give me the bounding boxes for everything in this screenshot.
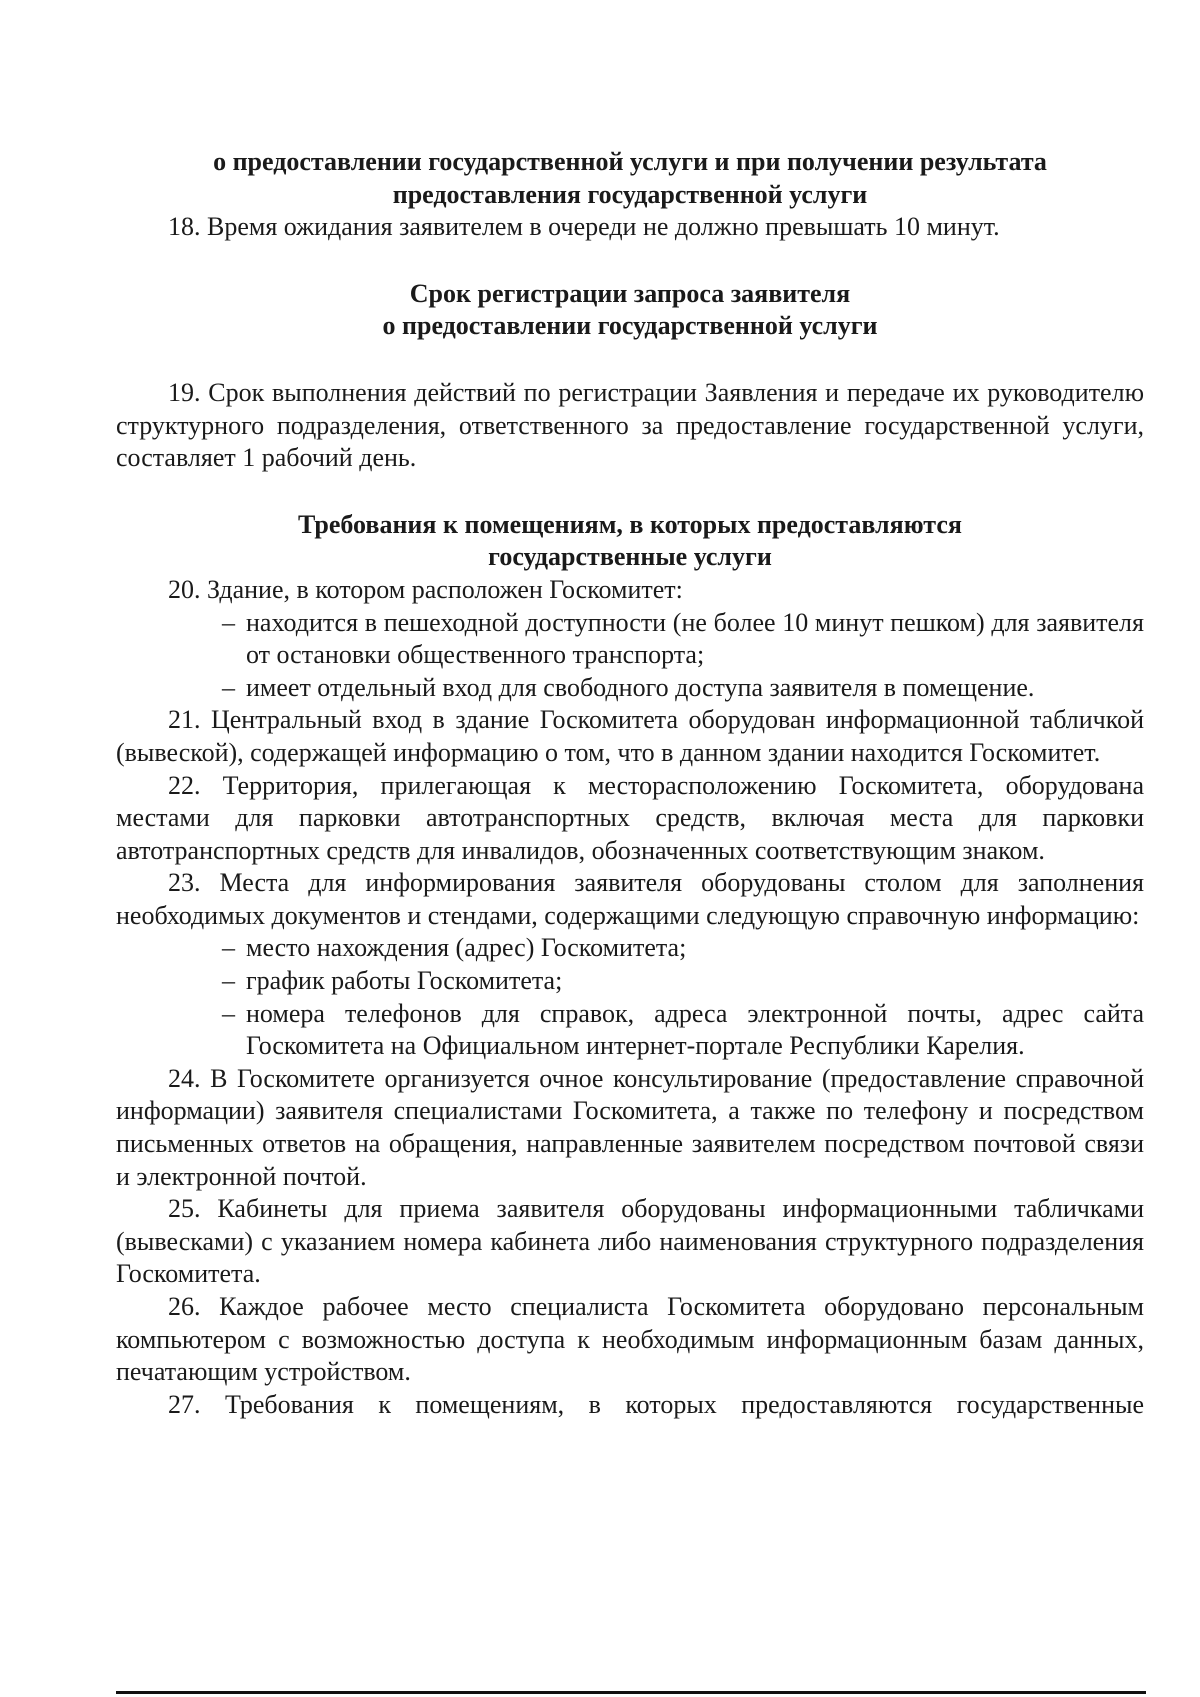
list-item bbox=[222, 965, 1144, 998]
paragraph-19: 19. Срок выполнения действий по регистрации Заявления и передаче их руководителю структурного подразделения, ответственного за предоставление государственной услуги, составляет 1 рабочий день. bbox=[116, 377, 1144, 473]
list-item bbox=[222, 672, 1144, 705]
heading-line: Требования к помещениям, в которых предоставляются bbox=[298, 509, 962, 539]
dash-bullet: – bbox=[222, 998, 235, 1028]
heading-line: Срок регистрации запроса заявителя bbox=[409, 278, 851, 308]
heading-line: о предоставлении государственной услуги и при получении результата bbox=[213, 147, 1047, 176]
paragraph-26: 26. Каждое рабочее место специалиста Госкомитета оборудовано персональным компьютером с возможностью доступа к необходимым информационным базам данных, печатающим устройством. bbox=[116, 1292, 1144, 1387]
paragraph-23-list bbox=[116, 932, 1144, 1062]
dash-bullet: – bbox=[222, 607, 235, 637]
paragraph-27: 27. Требования к помещениям, в которых предоставляются государственные bbox=[168, 1389, 1144, 1419]
list-item-text: номера телефонов для справок, адреса электронной почты, адрес сайта Госкомитета на Официальном интернет-портале Республики Карелия. bbox=[246, 998, 1144, 1061]
dash-bullet: – bbox=[222, 933, 235, 963]
list-item-text: график работы Госкомитета; bbox=[246, 966, 563, 996]
section-heading-registration bbox=[116, 278, 1144, 343]
paragraph-25: 25. Кабинеты для приема заявителя оборудованы информационными табличками (вывесками) с указанием номера кабинета либо наименования структурного подразделения Госкомитета. bbox=[116, 1194, 1144, 1289]
paragraph-21: 21. Центральный вход в здание Госкомитета оборудован информационной табличкой (вывеской), содержащей информацию о том, что в данном здании находится Госкомитет. bbox=[116, 705, 1144, 767]
paragraph-22: 22. Территория, прилегающая к месторасположению Госкомитета, оборудована местами для парковки автотранспортных средств, включая места для парковки автотранспортных средств для инвалидов, обозначенных соответствующим знаком. bbox=[116, 770, 1144, 865]
list-item-text: место нахождения (адрес) Госкомитета; bbox=[246, 933, 687, 963]
list-item bbox=[222, 607, 1144, 672]
heading-line: государственные услуги bbox=[488, 542, 772, 572]
spacer bbox=[116, 475, 1144, 509]
paragraph-24: 24. В Госкомитете организуется очное консультирование (предоставление справочной информации) заявителя специалистами Госкомитета, а также по телефону и посредством письменных ответов на обращения, направленные заявителем посредством почтовой связи и электронной почтой. bbox=[116, 1063, 1144, 1191]
list-item-text: имеет отдельный вход для свободного доступа заявителя в помещение. bbox=[246, 672, 1035, 702]
paragraph-20-list bbox=[116, 607, 1144, 705]
dash-bullet: – bbox=[222, 672, 235, 702]
list-item-text: находится в пешеходной доступности (не более 10 минут пешком) для заявителя от остановки общественного транспорта; bbox=[246, 607, 1144, 670]
dash-bullet: – bbox=[222, 966, 235, 996]
spacer bbox=[116, 343, 1144, 377]
heading-line: о предоставлении государственной услуги bbox=[382, 311, 878, 341]
section-heading-premises bbox=[116, 509, 1144, 574]
paragraph-20: 20. Здание, в котором расположен Госкомитет: bbox=[168, 574, 683, 604]
spacer bbox=[116, 244, 1144, 278]
paragraph-18: 18. Время ожидания заявителем в очереди не должно превышать 10 минут. bbox=[168, 212, 1000, 242]
page-bottom-rule bbox=[116, 1691, 1146, 1694]
paragraph-23: 23. Места для информирования заявителя оборудованы столом для заполнения необходимых документов и стендами, содержащими следующую справочную информацию: bbox=[116, 868, 1144, 930]
document-page bbox=[116, 146, 1144, 1421]
heading-line: предоставления государственной услуги bbox=[392, 179, 868, 209]
list-item bbox=[222, 932, 1144, 965]
section-heading-continued bbox=[116, 146, 1144, 211]
list-item bbox=[222, 998, 1144, 1063]
